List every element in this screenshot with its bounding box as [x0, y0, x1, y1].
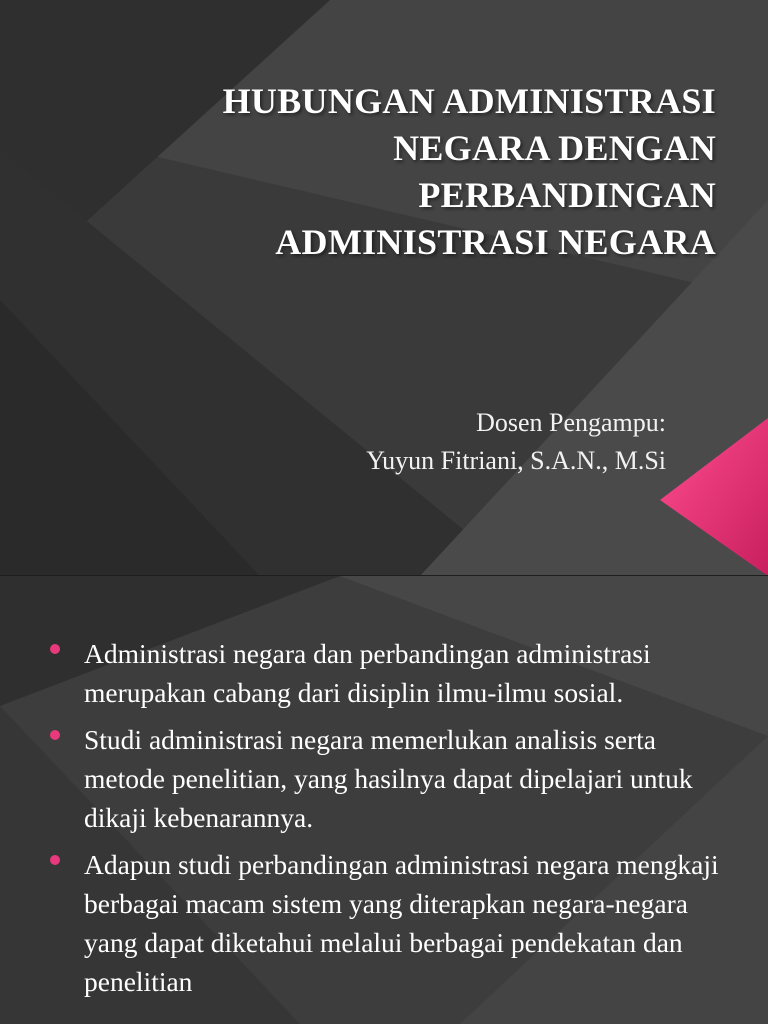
lecturer-label: Dosen Pengampu:	[476, 408, 666, 437]
title-line: PERBANDINGAN	[418, 175, 716, 215]
bullet-item	[50, 634, 730, 712]
slide-subtitle	[146, 404, 666, 480]
content-slide	[0, 576, 768, 1024]
bullet-dot-icon	[50, 644, 60, 654]
bullet-item	[50, 845, 730, 1001]
title-line: ADMINISTRASI NEGARA	[275, 222, 716, 262]
bullet-text: Adapun studi perbandingan administrasi negara mengkaji berbagai macam sistem yang diterapkan negara-negara yang dapat diketahui melalui berbagai pendekatan dan penelitian	[84, 849, 719, 997]
bullet-text: Administrasi negara dan perbandingan administrasi merupakan cabang dari disiplin ilmu-ilmu sosial.	[84, 638, 651, 708]
bullet-dot-icon	[50, 855, 60, 865]
bullet-list	[50, 634, 730, 1009]
bullet-item	[50, 720, 730, 837]
slide-title	[76, 78, 716, 266]
title-line: NEGARA DENGAN	[393, 128, 716, 168]
title-line: HUBUNGAN ADMINISTRASI	[222, 81, 716, 121]
lecturer-name: Yuyun Fitriani, S.A.N., M.Si	[366, 446, 666, 475]
bullet-dot-icon	[50, 730, 60, 740]
bullet-text: Studi administrasi negara memerlukan analisis serta metode penelitian, yang hasilnya dapat dipelajari untuk dikaji kebenarannya.	[84, 724, 693, 833]
